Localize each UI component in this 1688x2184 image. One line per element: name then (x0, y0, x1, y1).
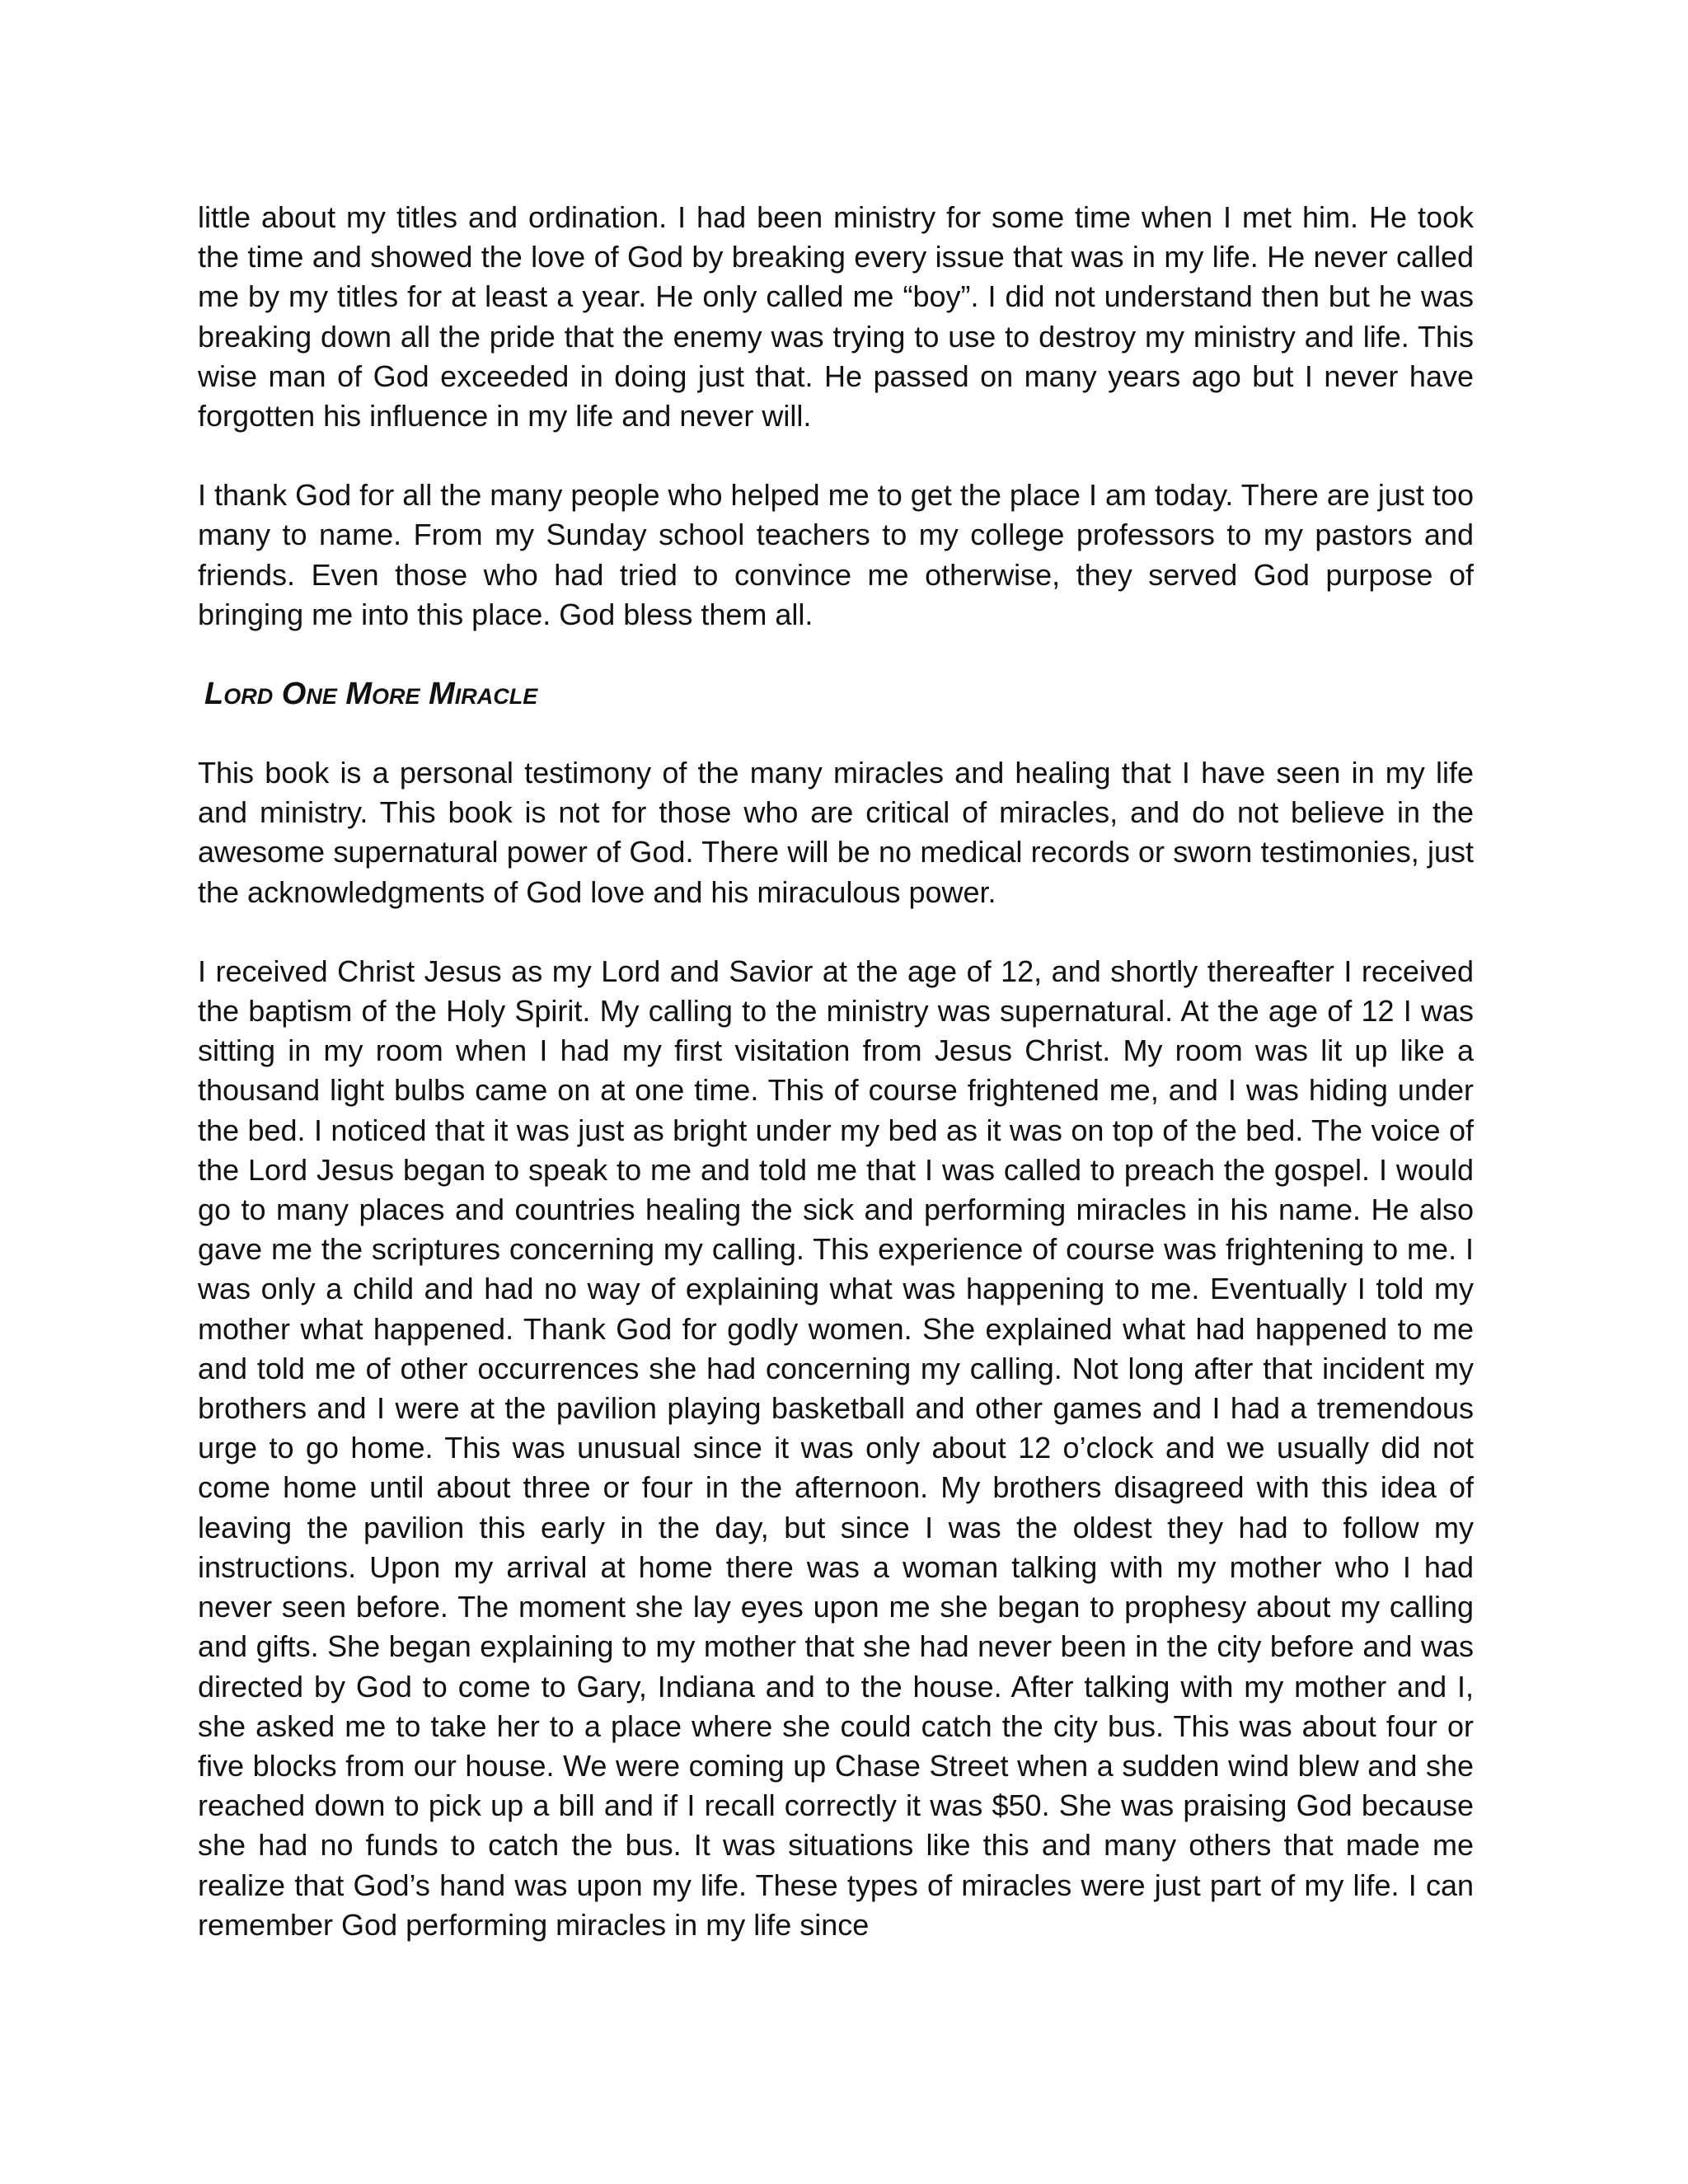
paragraph: little about my titles and ordination. I had been ministry for some time when I met him. He took the time and showed the love of God by breaking every issue that was in my life. He never called me by my titles for at least a year. He only called me “boy”. I did not understand then but he was breaking down all the pride that the enemy was trying to use to destroy my ministry and life. This wise man of God exceeded in doing just that. He passed on many years ago but I never have forgotten his influence in my life and never will. (198, 200, 1474, 434)
page-body (198, 198, 1474, 1985)
paragraph: I thank God for all the many people who helped me to get the place I am today. There are just too many to name. From my Sunday school teachers to my college professors to my pastors and friends. Even those who had tried to convince me otherwise, they served God purpose of bringing me into this place. God bless them all. (198, 478, 1474, 631)
section-heading: Lord One More Miracle (204, 677, 538, 712)
paragraph: This book is a personal testimony of the many miracles and healing that I have seen in my life and ministry. This book is not for those who are critical of miracles, and do not believe in the awesome supernatural power of God. There will be no medical records or sworn testimonies, just the acknowledgments of God love and his miraculous power. (198, 756, 1474, 909)
paragraph: I received Christ Jesus as my Lord and Savior at the age of 12, and shortly thereafter I received the baptism of the Holy Spirit. My calling to the ministry was supernatural. At the age of 12 I was sitting in my room when I had my first visitation from Jesus Christ. My room was lit up like a thousand light bulbs came on at one time. This of course frightened me, and I was hiding under the bed. I noticed that it was just as bright under my bed as it was on top of the bed. The voice of the Lord Jesus began to speak to me and told me that I was called to preach the gospel. I would go to many places and countries healing the sick and performing miracles in his name. He also gave me the scriptures concerning my calling. This experience of course was frightening to me. I was only a child and had no way of explaining what was happening to me. Eventually I told my mother what happened. Thank God for godly women. She explained what had happened to me and told me of other occurrences she had concerning my calling. Not long after that incident my brothers and I were at the pavilion playing basketball and other games and I had a tremendous urge to go home. This was unusual since it was only about 12 o’clock and we usually did not come home until about three or four in the afternoon. My brothers disagreed with this idea of leaving the pavilion this early in the day, but since I was the oldest they had to follow my instructions. Upon my arrival at home there was a woman talking with my mother who I had never seen before. The moment she lay eyes upon me she began to prophesy about my calling and gifts. She began explaining to my mother that she had never been in the city before and was directed by God to come to Gary, Indiana and to the house. After talking with my mother and I, she asked me to take her to a place where she could catch the city bus. This was about four or five blocks from our house. We were coming up Chase Street when a sudden wind blew and she reached down to pick up a bill and if I recall correctly it was $50. She was praising God because she had no funds to catch the bus. It was situations like this and many others that made me realize that God’s hand was upon my life. These types of miracles were just part of my life. I can remember God performing miracles in my life since (198, 954, 1474, 1942)
